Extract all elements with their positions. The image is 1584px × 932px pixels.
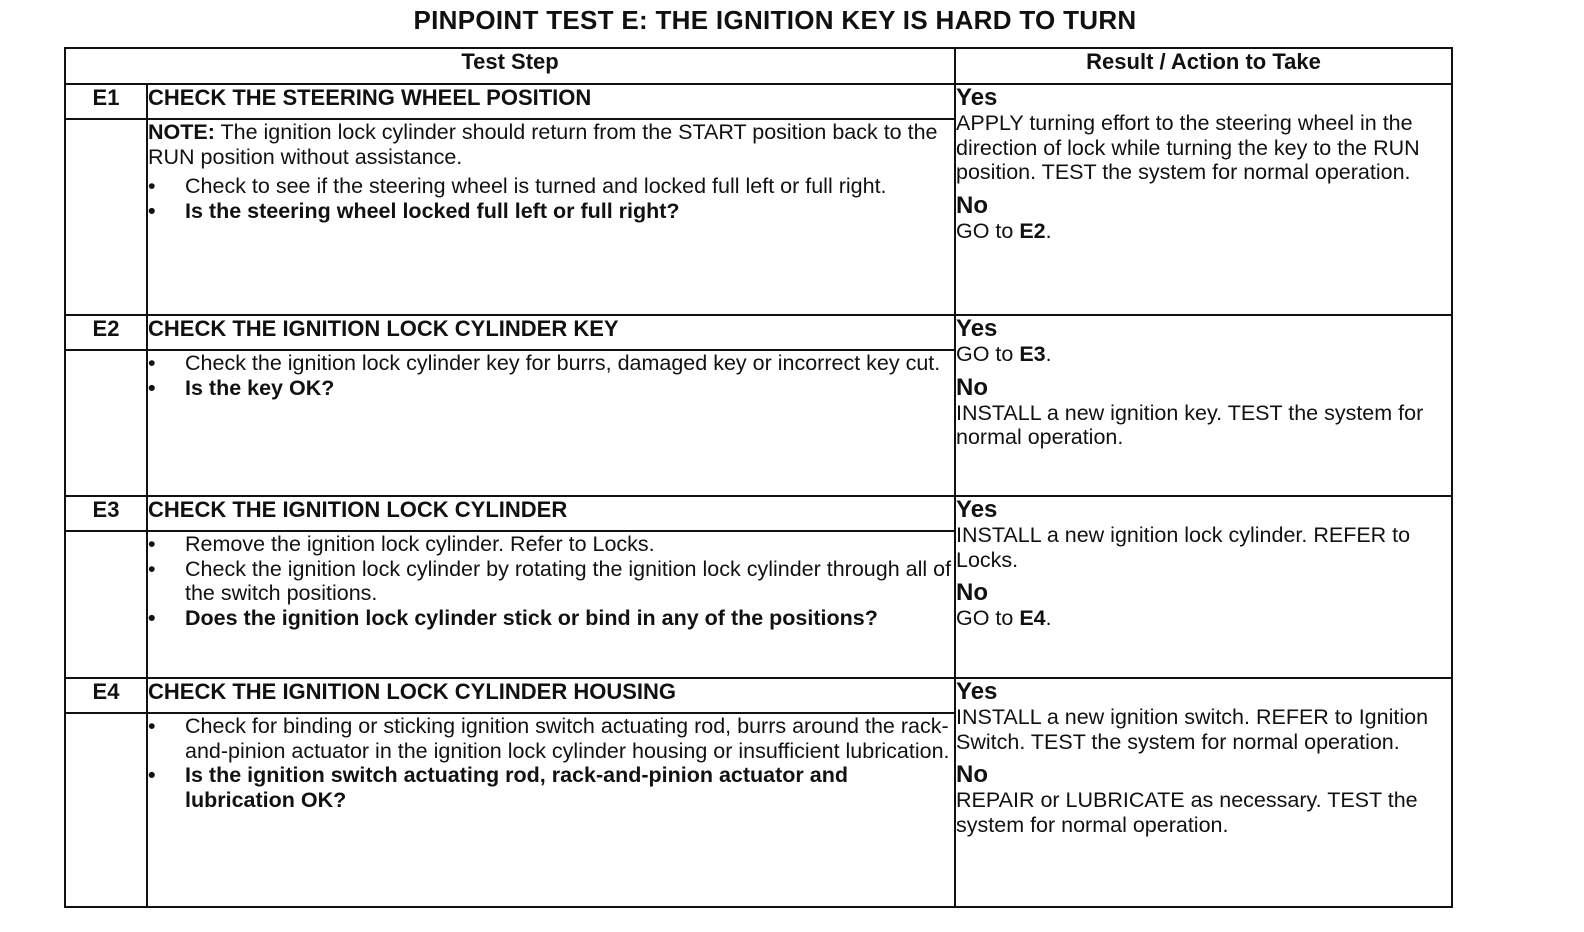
result-yes [956,679,1451,754]
no-label: No [956,579,989,606]
step-title: CHECK THE IGNITION LOCK CYLINDER [147,496,955,531]
no-text: REPAIR or LUBRICATE as necessary. TEST the system for normal operation. [956,788,1418,837]
yes-text: APPLY turning effort to the steering wheel in the direction of lock while turning the key to the RUN position. TEST the system for normal operation. [956,111,1420,184]
step-title-row [65,678,1452,713]
yes-step-ref: E3 [1019,342,1046,366]
step-title-row [65,84,1452,119]
result-yes: Yes GO to E3. [956,316,1451,367]
step-title-row [65,315,1452,350]
header-result: Result / Action to Take [955,48,1452,84]
bullet-list [148,174,954,223]
step-question: • Is the ignition switch actuating rod, rack-and-pinion actuator and lubrication OK? [148,763,954,812]
bullet-item: • Check to see if the steering wheel is turned and locked full left or full right. [148,174,954,199]
no-label: No [956,373,989,401]
result-yes [956,85,1451,185]
no-text: INSTALL a new ignition key. TEST the system for normal operation. [956,400,1424,449]
note-label: NOTE: [148,120,215,144]
step-body [147,350,955,496]
bullet-item: • Remove the ignition lock cylinder. Refer to Locks. [148,532,954,557]
step-result [955,678,1452,907]
bullet-list [148,714,954,812]
page-title: PINPOINT TEST E: THE IGNITION KEY IS HARD TO TURN [413,5,1137,35]
step-body [147,713,955,907]
step-id: E1 [65,84,147,119]
result-no: No GO to E2. [956,193,1451,244]
bullet-list [148,532,954,630]
no-text: GO to [956,606,1020,630]
bullet-item: • Check the ignition lock cylinder by rotating the ignition lock cylinder through all of the switch positions. [148,557,954,606]
step-result [955,315,1452,496]
pinpoint-test-table [64,47,1453,908]
no-step-ref: E2 [1019,218,1046,243]
step-title: CHECK THE IGNITION LOCK CYLINDER HOUSING [147,678,955,713]
yes-label: Yes [956,496,998,523]
step-title: CHECK THE STEERING WHEEL POSITION [147,84,955,119]
yes-label: Yes [956,678,998,705]
yes-label: Yes [956,84,998,111]
bullet-item: • Check for binding or sticking ignition switch actuating rod, burrs around the rack-and-pinion actuator in the ignition lock cylinder housing or insufficient lubrication. [148,714,954,763]
result-yes [956,497,1451,572]
note [148,120,954,169]
step-title-row [65,496,1452,531]
step-question: • Is the steering wheel locked full left or full right? [148,199,954,224]
result-no [956,375,1451,450]
step-id: E3 [65,496,147,531]
step-id: E4 [65,678,147,713]
bullet-item: • Check the ignition lock cylinder key for burrs, damaged key or incorrect key cut. [148,351,954,376]
bullet-list [148,351,954,400]
yes-text: INSTALL a new ignition lock cylinder. REFER to Locks. [956,523,1411,572]
step-result [955,84,1452,315]
no-label: No [956,761,989,788]
result-no [956,762,1451,837]
header-test-step: Test Step [65,48,955,84]
step-body [147,119,955,315]
no-step-ref: E4 [1019,606,1046,630]
result-no: No GO to E4. [956,580,1451,631]
yes-text: INSTALL a new ignition switch. REFER to Ignition Switch. TEST the system for normal operation. [956,705,1429,754]
step-result [955,496,1452,678]
note-text: The ignition lock cylinder should return from the START position back to the RUN position without assistance. [148,120,938,169]
yes-label: Yes [956,315,998,342]
no-text: GO to [956,218,1020,243]
step-question: • Does the ignition lock cylinder stick or bind in any of the positions? [148,606,954,631]
step-question: • Is the key OK? [148,376,954,401]
yes-text: GO to [956,342,1020,366]
step-id: E2 [65,315,147,350]
step-title: CHECK THE IGNITION LOCK CYLINDER KEY [147,315,955,350]
no-label: No [956,191,989,219]
step-body [147,531,955,678]
